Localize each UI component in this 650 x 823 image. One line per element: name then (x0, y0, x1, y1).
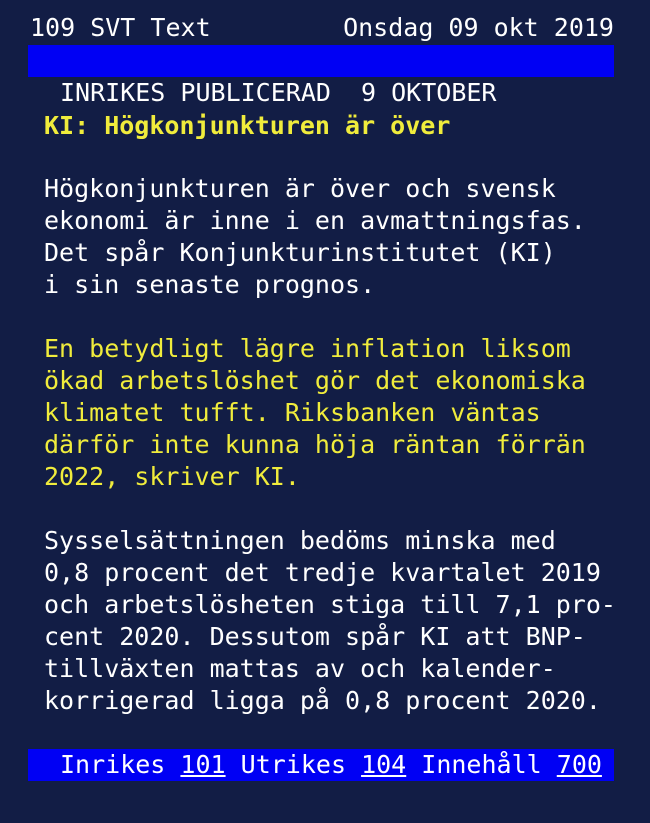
paragraph-2-line: 2022, skriver KI. (44, 462, 300, 491)
paragraph-3-line: cent 2020. Dessutom spår KI att BNP- (44, 622, 586, 651)
inrikes-label: Inrikes (60, 750, 166, 779)
utrikes-link[interactable]: 104 (361, 750, 407, 779)
paragraph-1-line: Det spår Konjunkturinstitutet (KI) (44, 238, 556, 267)
section-band (28, 45, 614, 107)
section-label: INRIKES PUBLICERAD 9 OKTOBER (60, 78, 497, 107)
paragraph-3-line: tillväxten mattas av och kalender- (44, 654, 556, 683)
paragraph-2-line: klimatet tufft. Riksbanken väntas (44, 398, 541, 427)
page-number: 109 SVT Text (30, 13, 211, 42)
paragraph-3-line: 0,8 procent det tredje kvartalet 2019 (44, 558, 601, 587)
innehall-label: Innehåll (421, 750, 542, 779)
paragraph-1-line: ekonomi är inne i en avmattningsfas. (44, 206, 586, 235)
teletext-header (30, 12, 614, 44)
paragraph-2-line: ökad arbetslöshet gör det ekonomiska (44, 366, 586, 395)
paragraph-2-line: En betydligt lägre inflation liksom (44, 334, 571, 363)
headline: KI: Högkonjunkturen är över (44, 111, 451, 140)
footer-nav (28, 749, 614, 781)
innehall-link[interactable]: 700 (556, 750, 602, 779)
paragraph-3-line: och arbetslösheten stiga till 7,1 pro- (44, 590, 616, 619)
paragraph-1-line: i sin senaste prognos. (44, 270, 376, 299)
date-label: Onsdag 09 okt 2019 (343, 13, 614, 42)
inrikes-link[interactable]: 101 (180, 750, 226, 779)
paragraph-3-line: Sysselsättningen bedöms minska med (44, 526, 556, 555)
paragraph-2-line: därför inte kunna höja räntan förrän (44, 430, 586, 459)
utrikes-label: Utrikes (240, 750, 346, 779)
paragraph-1-line: Högkonjunkturen är över och svensk (44, 174, 556, 203)
paragraph-3-line: korrigerad ligga på 0,8 procent 2020. (44, 686, 601, 715)
